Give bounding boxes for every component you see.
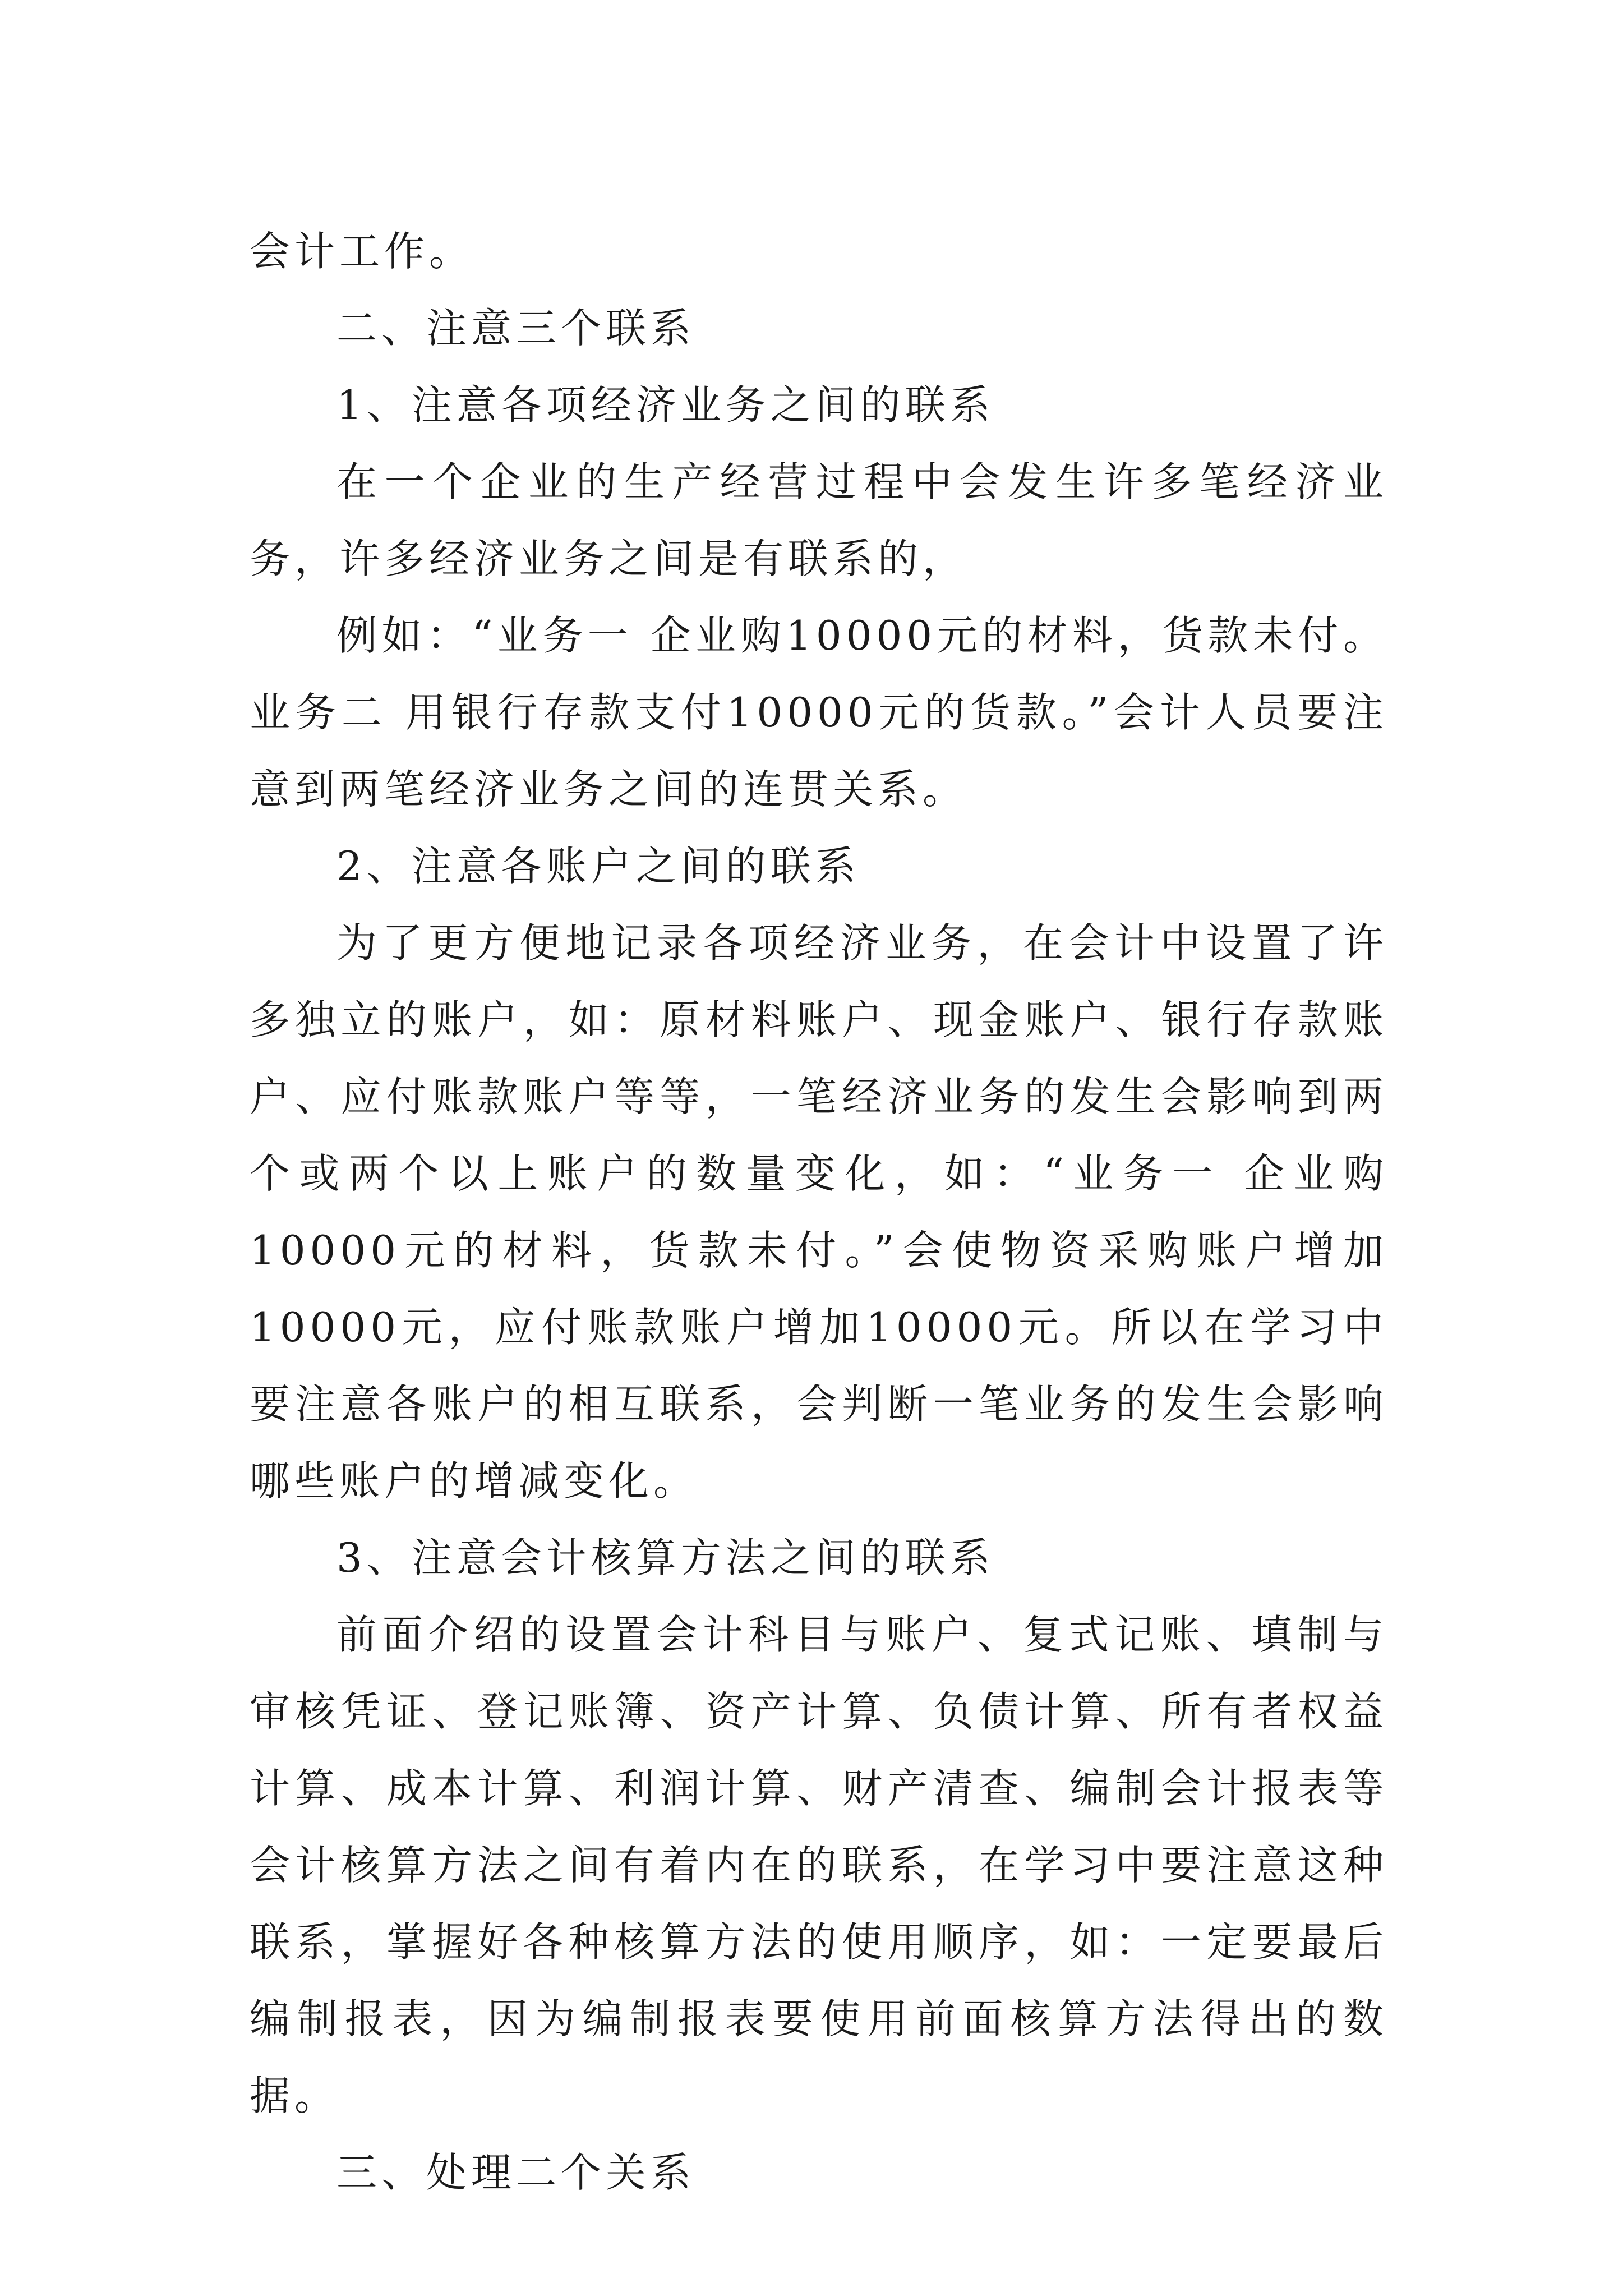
paragraph: 在一个企业的生产经营过程中会发生许多笔经济业务，许多经济业务之间是有联系的， xyxy=(250,458,1388,582)
paragraph-continuation: 会计工作。 xyxy=(250,228,474,275)
subheading-1: 1、注意各项经济业务之间的联系 xyxy=(336,381,995,429)
subheading-3: 3、注意会计核算方法之间的联系 xyxy=(336,1534,995,1581)
paragraph: 例如：“业务一 企业购10000元的材料，货款未付。业务二 用银行存款支付10000元的货款。”会计人员要注意到两笔经济业务之间的连贯关系。 xyxy=(250,612,1388,813)
section-heading-2: 二、注意三个联系 xyxy=(336,305,696,352)
paragraph: 前面介绍的设置会计科目与账户、复式记账、填制与审核凭证、登记账簿、资产计算、负债计算、所有者权益计算、成本计算、利润计算、财产清查、编制会计报表等会计核算方法之间有着内在的联系，在学习中要注意这种联系，掌握好各种核算方法的使用顺序，如：一定要最后编制报表，因为编制报表要使用前面核算方法得出的数据。 xyxy=(250,1611,1388,2119)
subheading-2: 2、注意各账户之间的联系 xyxy=(336,843,860,890)
paragraph: 为了更方便地记录各项经济业务，在会计中设置了许多独立的账户，如：原材料账户、现金账户、银行存款账户、应付账款账户等等，一笔经济业务的发生会影响到两个或两个以上账户的数量变化，如：“业务一 企业购10000元的材料，货款未付。”会使物资采购账户增加10000元，应付账款账户增加10000元。所以在学习中要注意各账户的相互联系，会判断一笔业务的发生会影响哪些账户的增减变化。 xyxy=(250,919,1388,1504)
section-heading-3: 三、处理二个关系 xyxy=(336,2149,696,2196)
document-body xyxy=(250,213,1388,2211)
